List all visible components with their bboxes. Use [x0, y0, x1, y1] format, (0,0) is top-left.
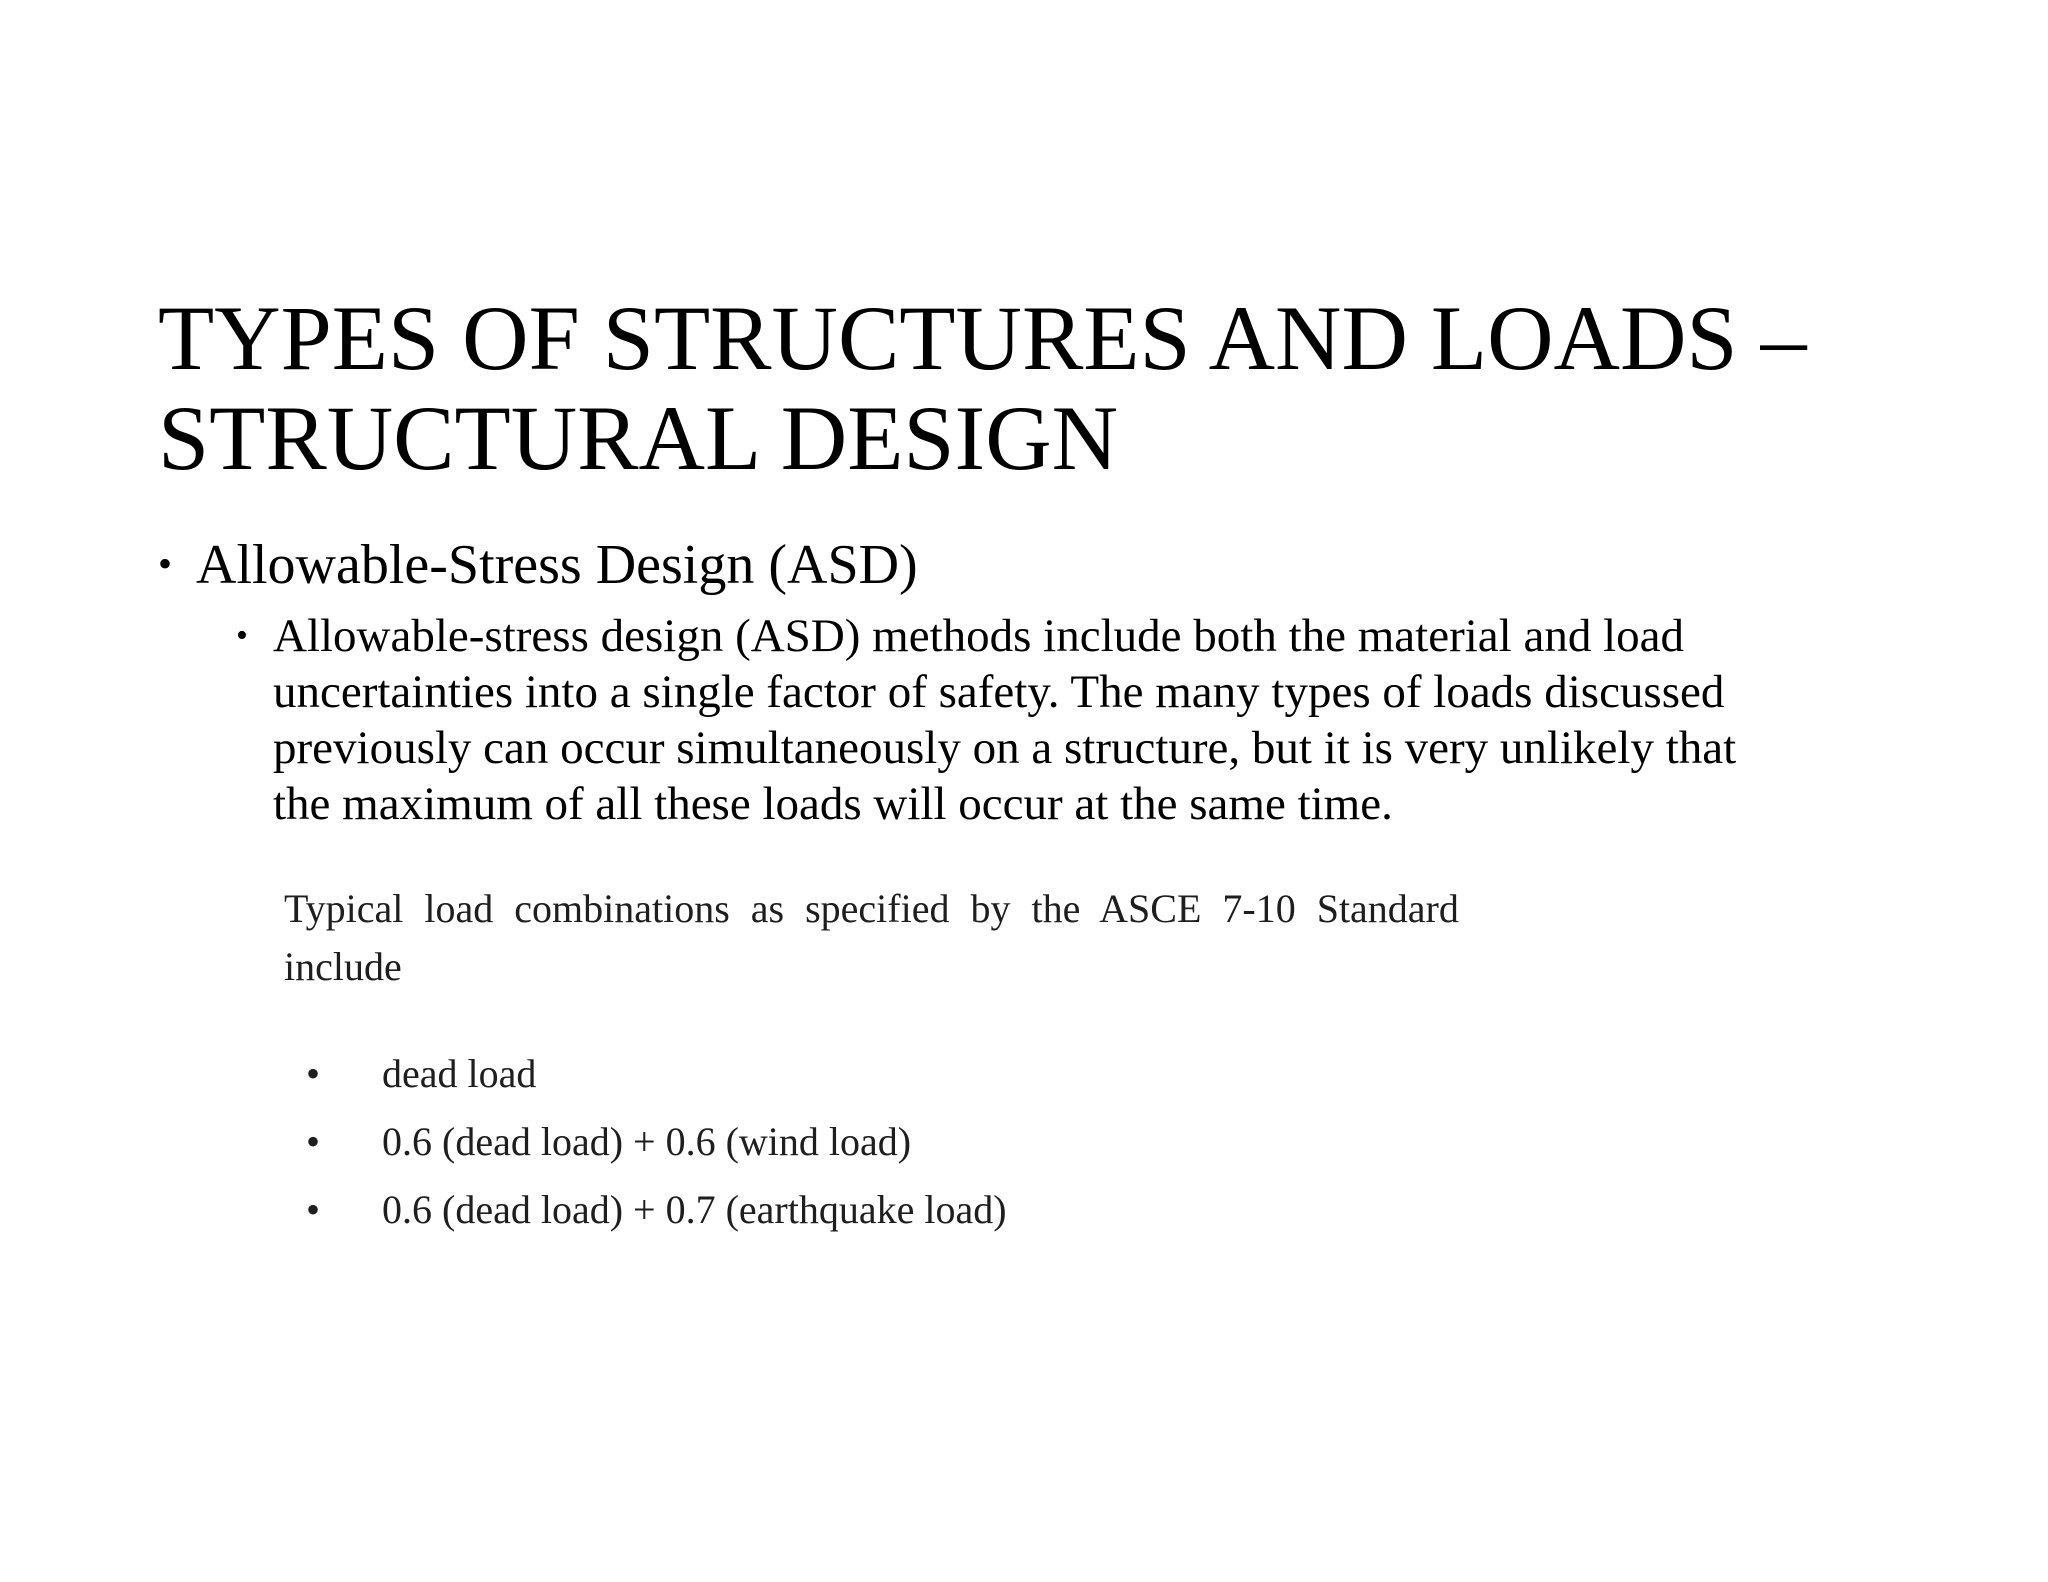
- excerpt-intro-line: Typical load combinations as specified by the ASCE 7-10 Standard: [284, 886, 1459, 931]
- list-item: [298, 1040, 1007, 1108]
- sub-bullet-dot-icon: •: [236, 617, 248, 654]
- slide-title: [158, 288, 1918, 488]
- paragraph-line: the maximum of all these loads will occur at the same time.: [273, 778, 1393, 830]
- bullet-dot-icon: •: [158, 541, 173, 586]
- bullet-text: Allowable-Stress Design (ASD): [196, 534, 918, 596]
- combination-text: 0.6 (dead load) + 0.7 (earthquake load): [382, 1187, 1007, 1232]
- list-item: [298, 1176, 1007, 1244]
- list-bullet-icon: •: [306, 1187, 321, 1232]
- paragraph-line: previously can occur simultaneously on a structure, but it is very unlikely that: [273, 722, 1737, 774]
- list-item: [298, 1108, 1007, 1176]
- combination-text: 0.6 (dead load) + 0.6 (wind load): [382, 1119, 912, 1164]
- load-combinations-list: [298, 1040, 1007, 1244]
- slide-title-line-1: TYPES OF STRUCTURES AND LOADS –: [158, 287, 1807, 389]
- sub-bullet-paragraph: [273, 608, 1976, 832]
- list-bullet-icon: •: [306, 1051, 321, 1096]
- paragraph-line: Allowable-stress design (ASD) methods include both the material and load: [273, 610, 1684, 662]
- paragraph-line: uncertainties into a single factor of safety. The many types of loads discussed: [273, 666, 1725, 718]
- sub-bullet-asd-description: [236, 608, 1976, 832]
- excerpt-intro-line: include: [284, 944, 402, 989]
- combination-text: dead load: [382, 1051, 537, 1096]
- slide-title-line-2: STRUCTURAL DESIGN: [158, 387, 1119, 489]
- list-bullet-icon: •: [306, 1119, 321, 1164]
- bullet-allowable-stress-design: [158, 532, 918, 597]
- load-combinations-excerpt: [284, 880, 1744, 996]
